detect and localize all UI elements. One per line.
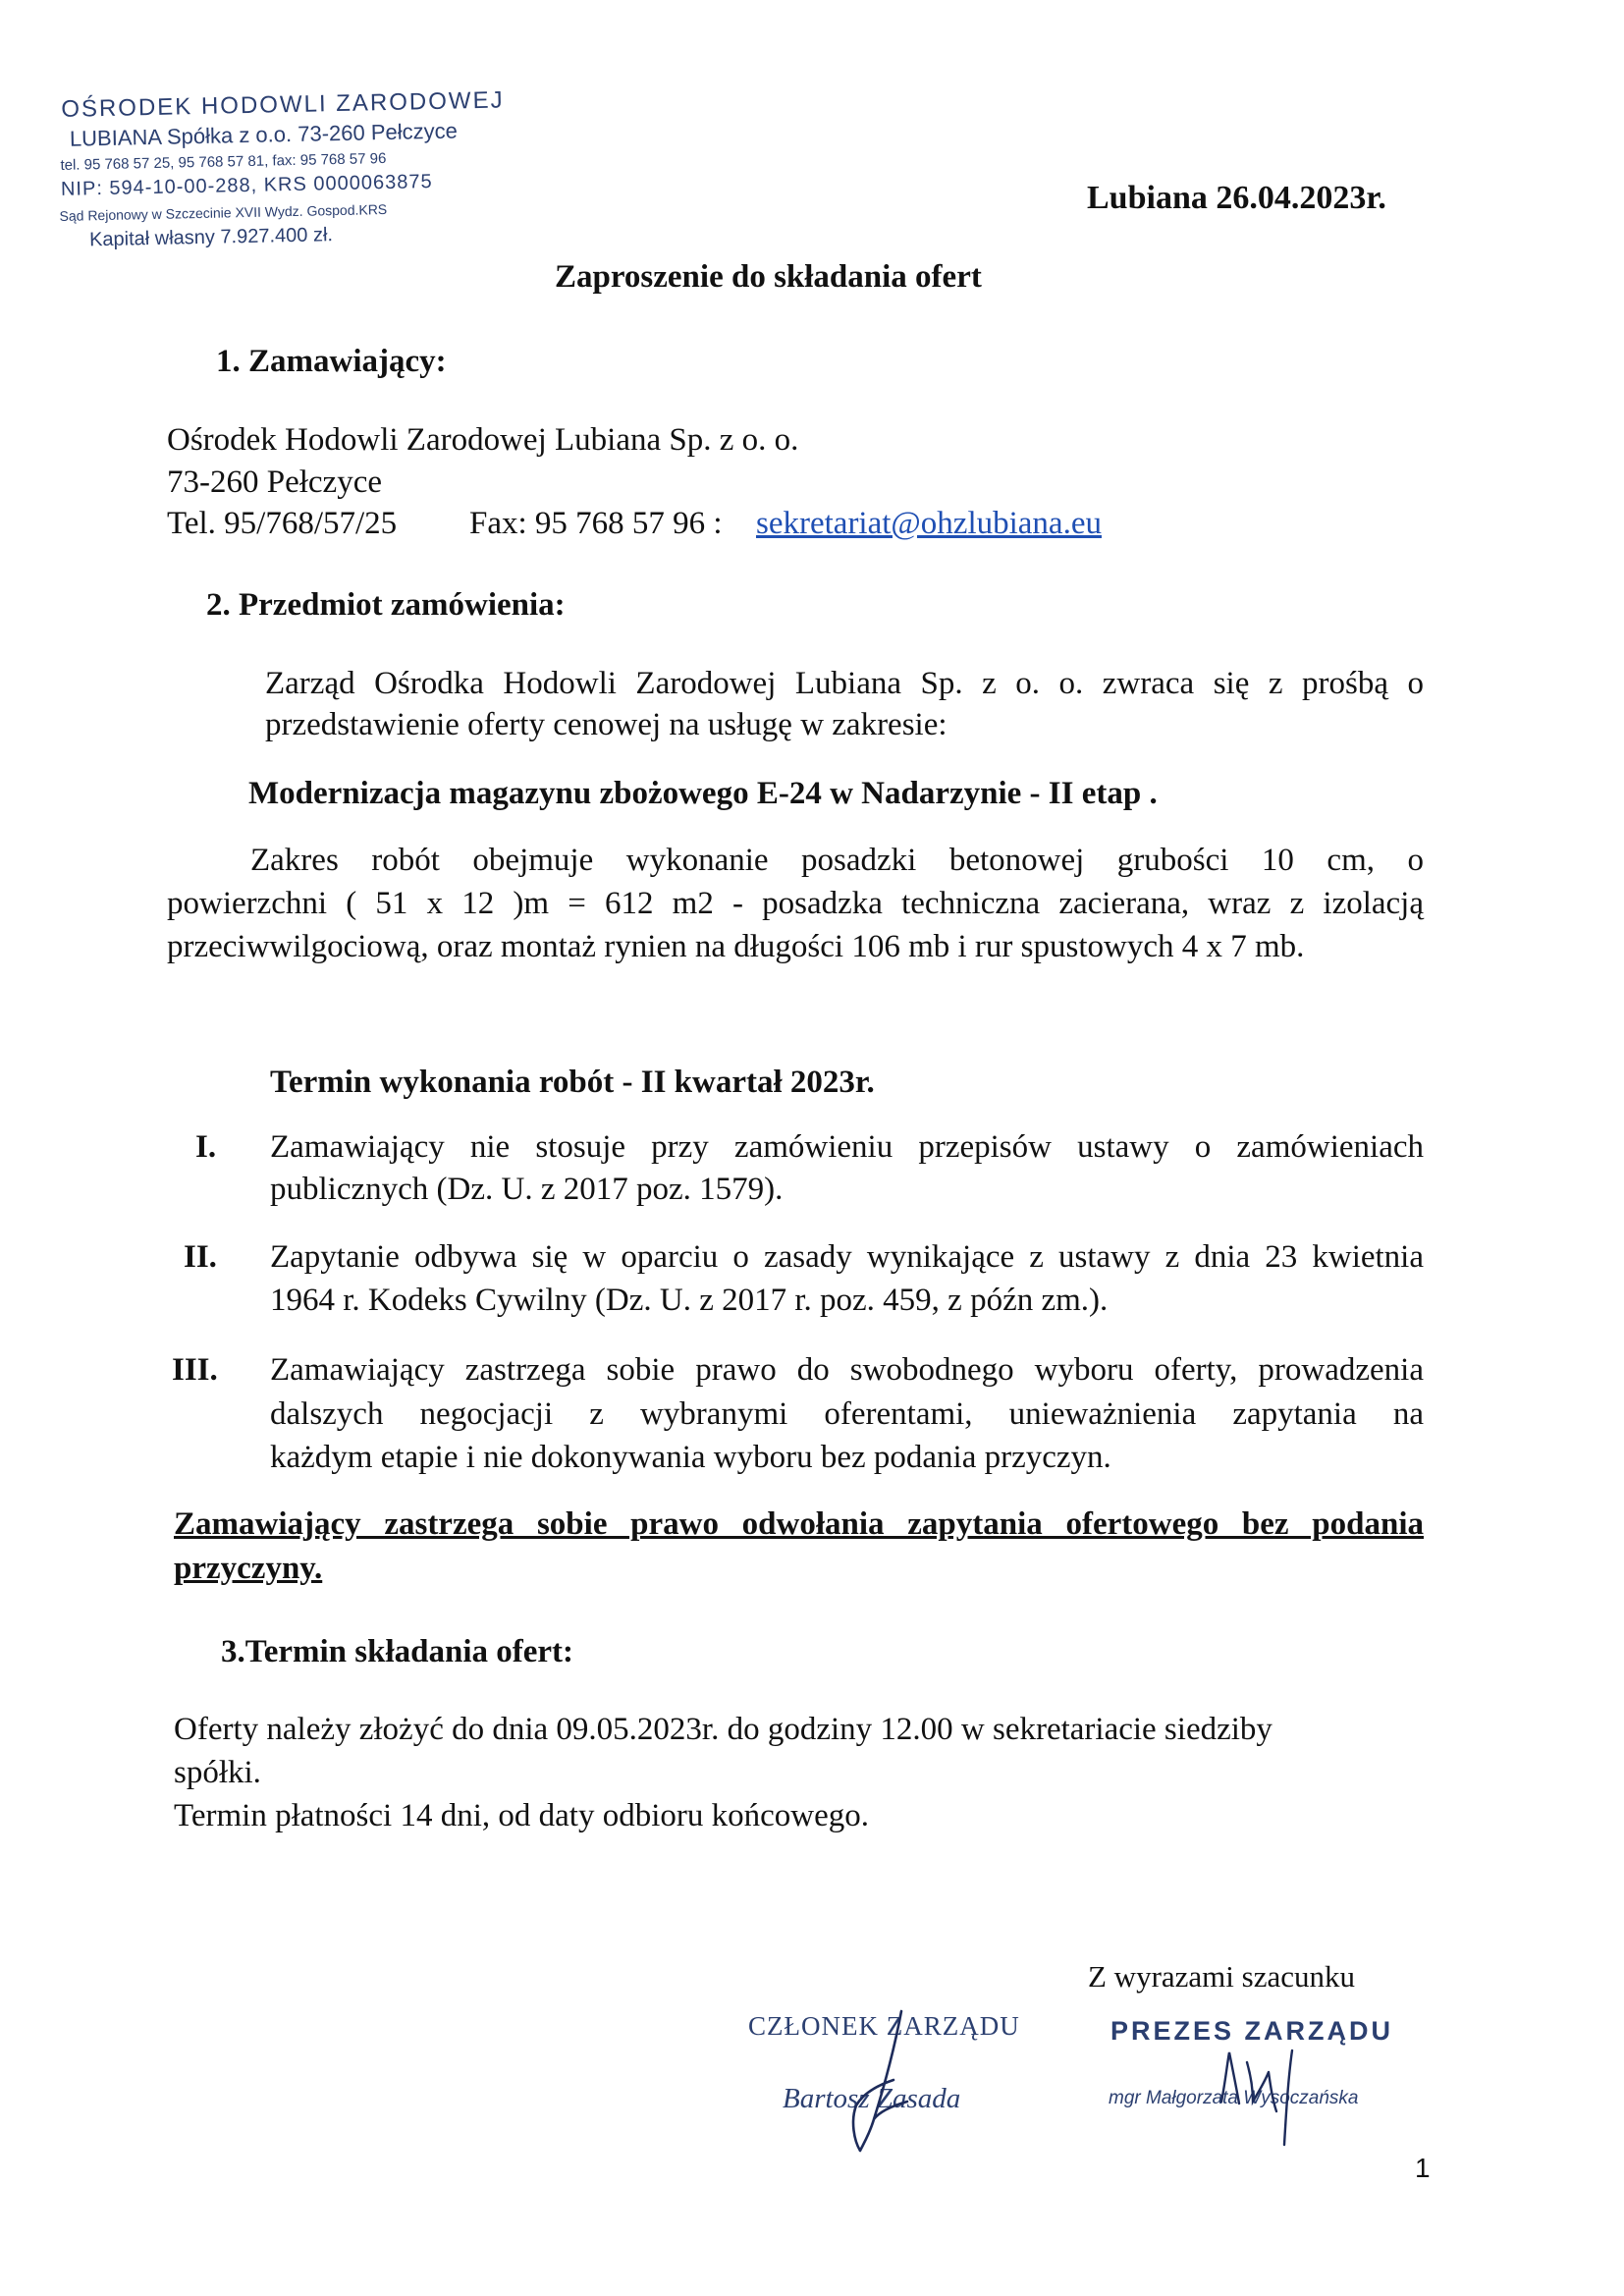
intro-line-1: Zarząd Ośrodka Hodowli Zarodowej Lubiana Sp. z o. o. zwraca się z prośbą o	[265, 666, 1424, 701]
president-stamp-name: mgr Małgorzata Wysoczańska	[1109, 2088, 1359, 2108]
orderer-name: Ośrodek Hodowli Zarodowej Lubiana Sp. z o. o.	[167, 422, 799, 458]
document-title: Zaproszenie do składania ofert	[555, 259, 982, 295]
orderer-city: 73-260 Pełczyce	[167, 465, 382, 500]
section-2-heading: 2. Przedmiot zamówienia:	[206, 587, 566, 623]
intro-line-2: przedstawienie oferty cenowej na usługę w zakresie:	[265, 707, 947, 742]
scope-line-3: przeciwwilgociową, oraz montaż rynien na długości 106 mb i rur spustowych 4 x 7 mb.	[167, 929, 1305, 964]
closing-salutation: Z wyrazami szacunku	[1088, 1959, 1355, 1994]
orderer-email-link[interactable]: sekretariat@ohzlubiana.eu	[756, 506, 1102, 541]
stamp-line-1: OŚRODEK HODOWLI ZARODOWEJ	[60, 86, 505, 123]
stamp-line-4: NIP: 594-10-00-288, KRS 0000063875	[60, 171, 433, 200]
clause-1-line-2: publicznych (Dz. U. z 2017 poz. 1579).	[270, 1172, 784, 1207]
board-member-stamp-name: Bartosz Zasada	[783, 2083, 961, 2114]
orderer-fax: Fax: 95 768 57 96 :	[469, 506, 723, 541]
clause-3-number: III.	[172, 1352, 218, 1388]
clause-1-line-1: Zamawiający nie stosuje przy zamówieniu przepisów ustawy o zamówieniach	[270, 1129, 1424, 1165]
work-deadline: Termin wykonania robót - II kwartał 2023r.	[270, 1065, 875, 1100]
page-number: 1	[1415, 2153, 1431, 2183]
offer-deadline-line-2: spółki.	[174, 1755, 261, 1790]
clause-2-line-2: 1964 r. Kodeks Cywilny (Dz. U. z 2017 r. poz. 459, z późn zm.).	[270, 1283, 1109, 1318]
clause-1-number: I.	[195, 1129, 217, 1165]
board-member-signature	[835, 2003, 943, 2160]
document-date: Lubiana 26.04.2023r.	[1087, 180, 1386, 216]
cancellation-notice-line-2: przyczyny.	[174, 1551, 323, 1586]
clause-2-line-1: Zapytanie odbywa się w oparciu o zasady wynikające z ustawy z dnia 23 kwietnia	[270, 1239, 1424, 1275]
president-signature	[1208, 2043, 1326, 2151]
orderer-tel: Tel. 95/768/57/25	[167, 506, 398, 541]
scope-line-1: Zakres robót obejmuje wykonanie posadzki betonowej grubości 10 cm, o	[250, 843, 1424, 878]
clause-3-line-2: dalszych negocjacji z wybranymi oferentami, unieważnienia zapytania na	[270, 1396, 1424, 1432]
payment-terms: Termin płatności 14 dni, od daty odbioru końcowego.	[174, 1798, 869, 1833]
stamp-line-5: Sąd Rejonowy w Szczecinie XVII Wydz. Gospod.KRS	[59, 200, 388, 224]
section-3-heading: 3.Termin składania ofert:	[221, 1634, 574, 1669]
cancellation-notice-line-1: Zamawiający zastrzega sobie prawo odwołania zapytania ofertowego bez podania	[174, 1506, 1424, 1542]
clause-3-line-1: Zamawiający zastrzega sobie prawo do swobodnego wyboru oferty, prowadzenia	[270, 1352, 1424, 1388]
president-stamp-title: PREZES ZARZĄDU	[1110, 2016, 1394, 2046]
offer-deadline-line-1: Oferty należy złożyć do dnia 09.05.2023r. do godziny 12.00 w sekretariacie siedziby	[174, 1712, 1272, 1747]
company-stamp	[57, 86, 505, 251]
clause-2-number: II.	[184, 1239, 217, 1275]
clause-3-line-3: każdym etapie i nie dokonywania wyboru bez podania przyczyn.	[270, 1440, 1111, 1475]
order-subject: Modernizacja magazynu zbożowego E-24 w Nadarzynie - II etap .	[248, 776, 1158, 811]
stamp-line-6: Kapitał własny 7.927.400 zł.	[88, 224, 334, 251]
stamp-line-3: tel. 95 768 57 25, 95 768 57 81, fax: 95 768 57 96	[60, 149, 387, 174]
section-1-heading: 1. Zamawiający:	[216, 344, 447, 379]
board-member-stamp-title: CZŁONEK ZARZĄDU	[748, 2011, 1020, 2041]
scope-line-2: powierzchni ( 51 x 12 )m = 612 m2 - posadzka techniczna zacierana, wraz z izolacją	[167, 886, 1424, 921]
stamp-line-2: LUBIANA Spółka z o.o. 73-260 Pełczyce	[69, 118, 459, 151]
